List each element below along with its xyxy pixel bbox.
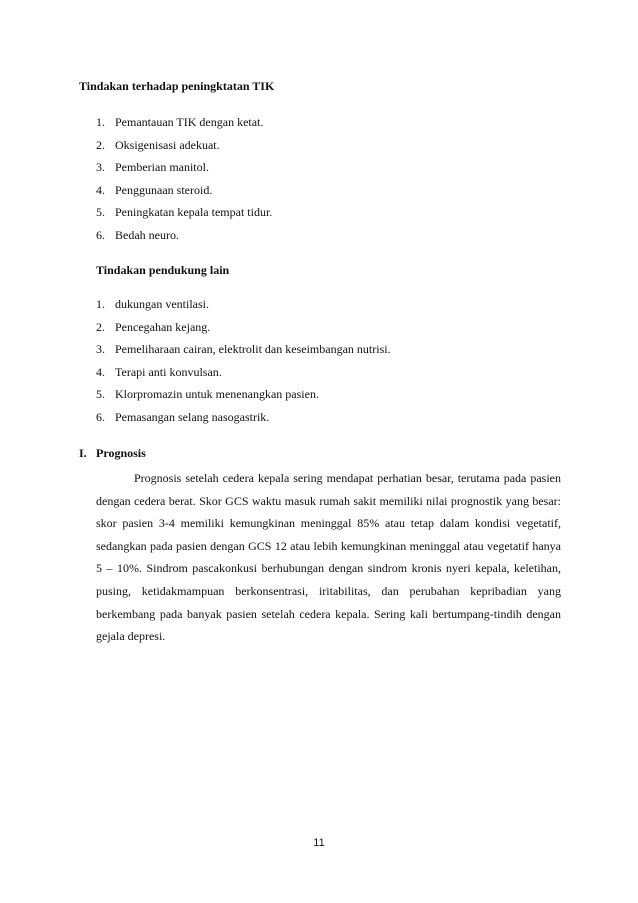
list-number: 5. — [96, 205, 105, 220]
section-heading-supportive: Tindakan pendukung lain — [96, 263, 230, 277]
tik-actions-list — [96, 114, 272, 250]
list-text: Oksigenisasi adekuat. — [115, 137, 220, 152]
list-text: Pemberian manitol. — [115, 160, 209, 175]
page-number: 11 — [313, 837, 325, 849]
supportive-actions-list — [96, 296, 391, 432]
list-number: 2. — [96, 137, 105, 152]
list-item — [96, 296, 391, 319]
list-text: Terapi anti konvulsan. — [115, 364, 222, 379]
list-number: 3. — [96, 160, 105, 175]
list-item — [96, 386, 391, 409]
list-item — [96, 319, 391, 342]
list-text: Penggunaan steroid. — [115, 182, 213, 197]
list-text: Bedah neuro. — [115, 227, 179, 242]
section-title: Prognosis — [96, 446, 146, 460]
list-number: 5. — [96, 387, 105, 402]
list-item — [96, 204, 272, 227]
list-number: 1. — [96, 297, 105, 311]
list-number: 4. — [96, 364, 105, 379]
list-text: Peningkatan kepala tempat tidur. — [115, 205, 273, 220]
list-item — [96, 227, 272, 250]
list-text: Klorpromazin untuk menenangkan pasien. — [115, 387, 319, 402]
list-text: Pencegahan kejang. — [115, 319, 211, 334]
list-item — [96, 182, 272, 205]
list-number: 4. — [96, 182, 105, 197]
list-item — [96, 159, 272, 182]
list-item — [96, 341, 391, 364]
list-text: Pemeliharaan cairan, elektrolit dan keseimbangan nutrisi. — [115, 342, 391, 357]
prognosis-paragraph: Prognosis setelah cedera kepala sering mendapat perhatian besar, terutama pada pasien dengan cedera berat. Skor GCS waktu masuk rumah sakit memiliki nilai prognostik yang besar: skor pasien 3-4 memiliki kemungkinan meninggal 85% atau tetap dalam kondisi vegetatif, sedangkan pada pasien dengan GCS 12 atau lebih kemungkinan meninggal atau vegetatif hanya 5 – 10%. Sindrom pascakonkusi berhubungan dengan sindrom kronis nyeri kepala, keletihan, pusing, ketidakmampuan berkonsentrasi, iritabilitas, dan perubahan kepribadian yang berkembang pada banyak pasien setelah cedera kepala. Sering kali bertumpang-tindih dengan gejala depresi. — [96, 471, 561, 644]
list-text: dukungan ventilasi. — [115, 297, 209, 311]
prognosis-heading — [79, 445, 146, 461]
list-item — [96, 114, 272, 137]
list-number: 6. — [96, 227, 105, 242]
list-number: 1. — [96, 115, 105, 129]
list-text: Pemasangan selang nasogastrik. — [115, 409, 270, 424]
list-number: 3. — [96, 342, 105, 357]
section-numeral: I. — [79, 446, 87, 460]
list-text: Pemantauan TIK dengan ketat. — [115, 115, 264, 129]
section-heading-tik: Tindakan terhadap peningktatan TIK — [79, 79, 275, 93]
list-number: 6. — [96, 409, 105, 424]
list-item — [96, 137, 272, 160]
list-item — [96, 364, 391, 387]
list-item — [96, 409, 391, 432]
list-number: 2. — [96, 319, 105, 334]
